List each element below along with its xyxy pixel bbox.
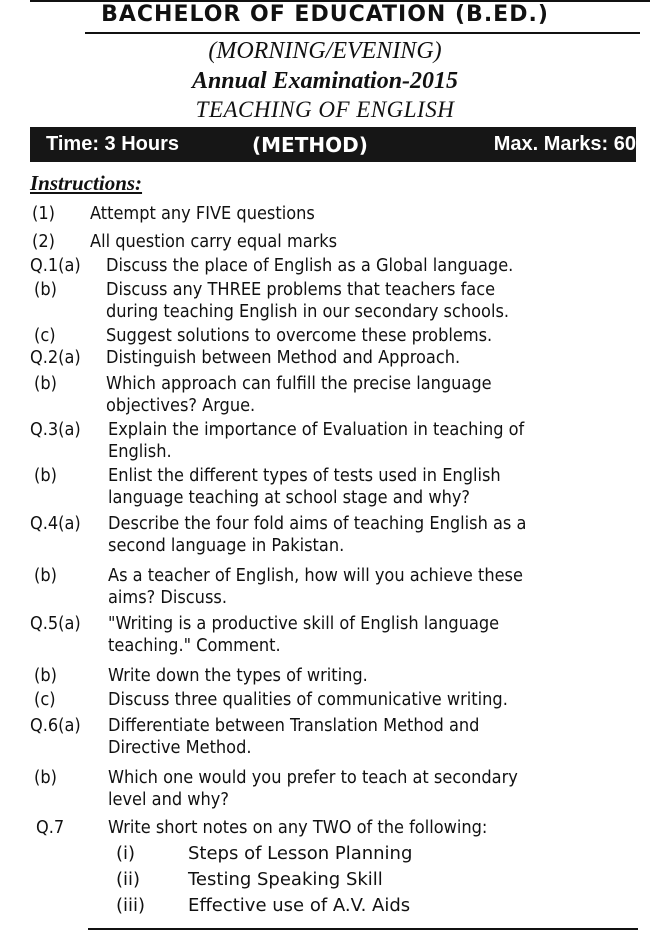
q7-item-number: (ii) <box>116 869 141 890</box>
paper-title: TEACHING OF ENGLISH <box>195 97 455 122</box>
question-number: Q.2(a) <box>30 347 81 368</box>
question-number: (b) <box>34 279 57 300</box>
instruction-text: Attempt any FIVE questions <box>90 203 315 224</box>
question-text-line: Discuss three qualities of communicative writing. <box>108 689 508 710</box>
question-text-line: Write down the types of writing. <box>108 665 368 686</box>
question-text-line: objectives? Argue. <box>106 395 256 416</box>
question-number: Q.1(a) <box>30 255 81 276</box>
q7-item-text: Effective use of A.V. Aids <box>188 895 411 916</box>
question-text-line: Describe the four fold aims of teaching English as a <box>108 513 527 534</box>
question-text-line: Which approach can fulfill the precise language <box>106 373 492 394</box>
question-number: Q.6(a) <box>30 715 81 736</box>
question-number: (b) <box>34 665 57 686</box>
question-text-line: Discuss the place of English as a Global language. <box>106 255 514 276</box>
exam-info-bar <box>30 127 636 162</box>
question-text-line: during teaching English in our secondary schools. <box>106 301 510 322</box>
question-text-line: language teaching at school stage and why? <box>108 487 471 508</box>
question-text-line: English. <box>108 441 172 462</box>
time-allowed: Time: 3 Hours <box>46 133 179 155</box>
max-marks: Max. Marks: 60 <box>493 133 636 155</box>
question-text-line: Discuss any THREE problems that teachers face <box>106 279 496 300</box>
question-text-line: Write short notes on any TWO of the following: <box>108 817 488 838</box>
question-text-line: Directive Method. <box>108 737 252 758</box>
instruction-number: (1) <box>32 203 55 224</box>
instruction-text: All question carry equal marks <box>90 231 338 252</box>
question-text-line: aims? Discuss. <box>108 587 227 608</box>
question-number: Q.3(a) <box>30 419 81 440</box>
question-number: (b) <box>34 565 57 586</box>
exam-title: Annual Examination-2015 <box>191 68 459 94</box>
instruction-number: (2) <box>32 231 55 252</box>
q7-item-text: Testing Speaking Skill <box>188 869 383 890</box>
q7-item-text: Steps of Lesson Planning <box>188 843 413 864</box>
question-text-line: As a teacher of English, how will you achieve these <box>108 565 523 586</box>
question-text-line: Enlist the different types of tests used in English <box>108 465 501 486</box>
instructions-heading: Instructions: <box>30 171 143 195</box>
question-number: (b) <box>34 767 57 788</box>
q7-item-number: (iii) <box>116 895 146 916</box>
question-text-line: Suggest solutions to overcome these problems. <box>106 325 493 346</box>
bottom-rule <box>88 928 638 930</box>
question-number: (c) <box>34 689 56 710</box>
question-number: Q.5(a) <box>30 613 81 634</box>
question-text-line: level and why? <box>108 789 229 810</box>
header-rule <box>85 32 640 34</box>
question-text-line: second language in Pakistan. <box>108 535 345 556</box>
q7-item-number: (i) <box>116 843 136 864</box>
question-text-line: Which one would you prefer to teach at secondary <box>108 767 518 788</box>
question-number: Q.7 <box>36 817 65 838</box>
question-text-line: "Writing is a productive skill of English language <box>108 613 500 634</box>
question-number: (b) <box>34 465 57 486</box>
question-text-line: Distinguish between Method and Approach. <box>106 347 461 368</box>
question-number: (b) <box>34 373 57 394</box>
question-text-line: Explain the importance of Evaluation in teaching of <box>108 419 525 440</box>
question-number: (c) <box>34 325 56 346</box>
question-number: Q.4(a) <box>30 513 81 534</box>
question-text-line: teaching." Comment. <box>108 635 281 656</box>
question-text-line: Differentiate between Translation Method and <box>108 715 480 736</box>
paper-part: (METHOD) <box>252 133 368 157</box>
session-title: (MORNING/EVENING) <box>208 38 442 64</box>
degree-title: BACHELOR OF EDUCATION (B.ED.) <box>101 2 549 27</box>
